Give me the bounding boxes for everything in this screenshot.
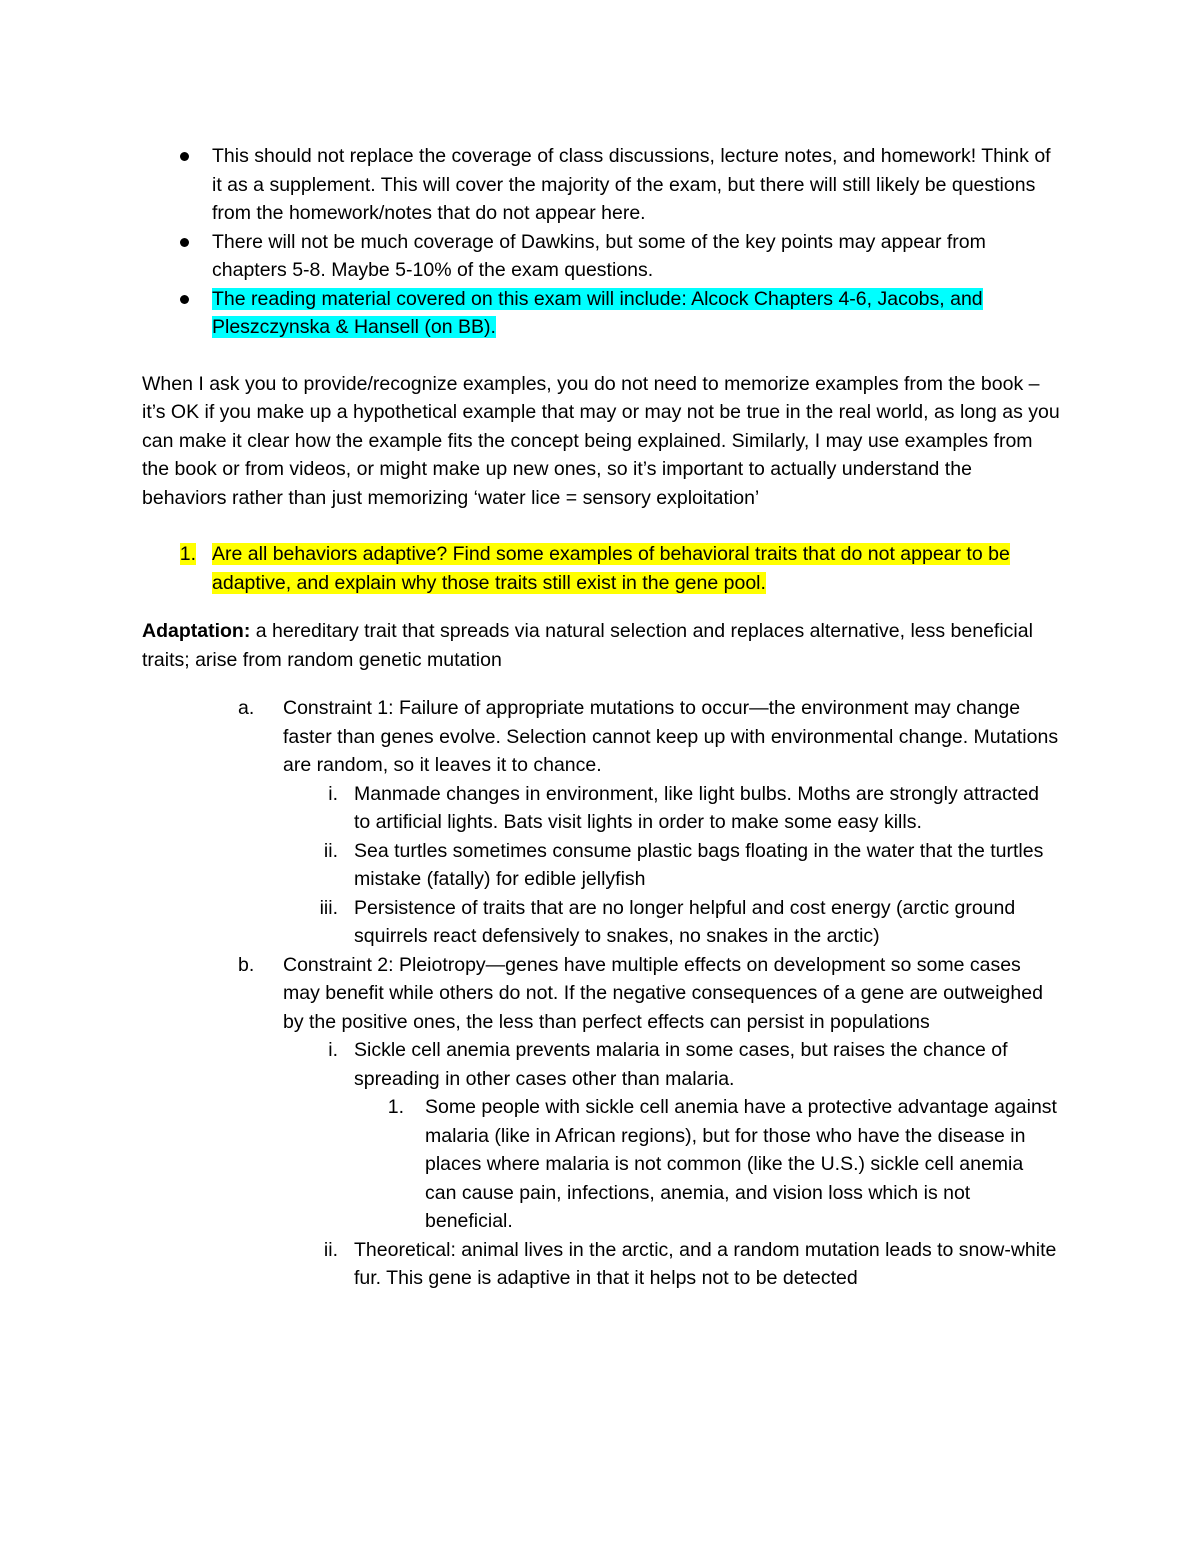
list-item-text: Sea turtles sometimes consume plastic bags floating in the water that the turtles mistake (fatally) for edible jellyfish: [354, 839, 1044, 890]
list-marker: ii.: [323, 1238, 338, 1261]
list-marker: b.: [238, 953, 255, 976]
bullet-text: This should not replace the coverage of class discussions, lecture notes, and homework! Think of it as a supplement. This will cover the majority of the exam, but there will still likely be questions from the homework/notes that do not appear here.: [212, 145, 1051, 224]
bullet-icon: [180, 238, 189, 247]
bullet-item: [142, 142, 1060, 228]
list-marker: 1.: [387, 1096, 404, 1118]
bullet-text: There will not be much coverage of Dawkins, but some of the key points may appear from chapters 5-8. Maybe 5-10% of the exam questions.: [212, 230, 986, 281]
bullet-icon: [180, 295, 189, 304]
definition-text: a hereditary trait that spreads via natural selection and replaces alternative, less beneficial traits; arise from random genetic mutation: [142, 620, 1033, 671]
bullet-text-highlighted: The reading material covered on this exam will include: Alcock Chapters 4-6, Jacobs, and Pleszczynska & Hansell (on BB).: [212, 287, 983, 338]
list-item-text: Persistence of traits that are no longer helpful and cost energy (arctic ground squirrels react defensively to snakes, no snakes in the arctic): [354, 896, 1016, 947]
question-item: [142, 540, 1060, 597]
list-item-a: [142, 694, 1060, 780]
list-item-roman: [142, 780, 1060, 837]
definition: [142, 617, 1060, 674]
definition-term: Adaptation:: [142, 620, 251, 642]
list-item-text: Constraint 1: Failure of appropriate mutations to occur—the environment may change faster than genes evolve. Selection cannot keep up with environmental change. Mutations are random, so it leaves it to chance.: [283, 697, 1059, 776]
list-item-text: Manmade changes in environment, like light bulbs. Moths are strongly attracted to artificial lights. Bats visit lights in order to make some easy kills.: [354, 782, 1040, 833]
list-item-roman: [142, 837, 1060, 894]
list-marker: a.: [238, 697, 255, 719]
list-marker: i.: [328, 782, 338, 805]
question-number: 1.: [179, 543, 196, 565]
list-item-text: Constraint 2: Pleiotropy—genes have multiple effects on development so some cases may benefit while others do not. If the negative consequences of a gene are outweighed by the positive ones, the less than perfect effects can persist in populations: [283, 953, 1043, 1033]
bullet-item: [142, 228, 1060, 285]
list-marker: ii.: [323, 839, 338, 862]
list-marker: iii.: [319, 896, 338, 919]
list-item-text: Theoretical: animal lives in the arctic, and a random mutation leads to snow-white fur. This gene is adaptive in that it helps not to be detected: [354, 1238, 1057, 1289]
list-item-roman: [142, 1236, 1060, 1293]
bullet-item-highlighted: [142, 285, 1060, 342]
list-item-b: [142, 951, 1060, 1037]
bullet-icon: [180, 152, 189, 161]
list-marker: i.: [328, 1039, 338, 1061]
document-body: [142, 142, 1060, 1293]
intro-paragraph: When I ask you to provide/recognize examples, you do not need to memorize examples from the book – it’s OK if you make up a hypothetical example that may or may not be true in the real world, as long as you can make it clear how the example fits the concept being explained. Similarly, I may use examples from the book or from videos, or might make up new ones, so it’s important to actually understand the behaviors rather than just memorizing ‘water lice = sensory exploitation’: [142, 372, 1060, 509]
question-text: Are all behaviors adaptive? Find some examples of behavioral traits that do not appear to be adaptive, and explain why those traits still exist in the gene pool.: [212, 543, 1010, 594]
list-item-text: Some people with sickle cell anemia have a protective advantage against malaria (like in African regions), but for those who have the disease in places where malaria is not common (like the U.S.) sickle cell anemia can cause pain, infections, anemia, and vision loss which is not beneficial.: [425, 1096, 1057, 1232]
list-item-numbered: [142, 1093, 1060, 1236]
list-item-text: Sickle cell anemia prevents malaria in some cases, but raises the chance of spreading in other cases other than malaria.: [354, 1039, 1008, 1090]
list-item-roman: [142, 894, 1060, 951]
intro-bullet-list: [142, 142, 1060, 342]
list-item-roman: [142, 1036, 1060, 1093]
